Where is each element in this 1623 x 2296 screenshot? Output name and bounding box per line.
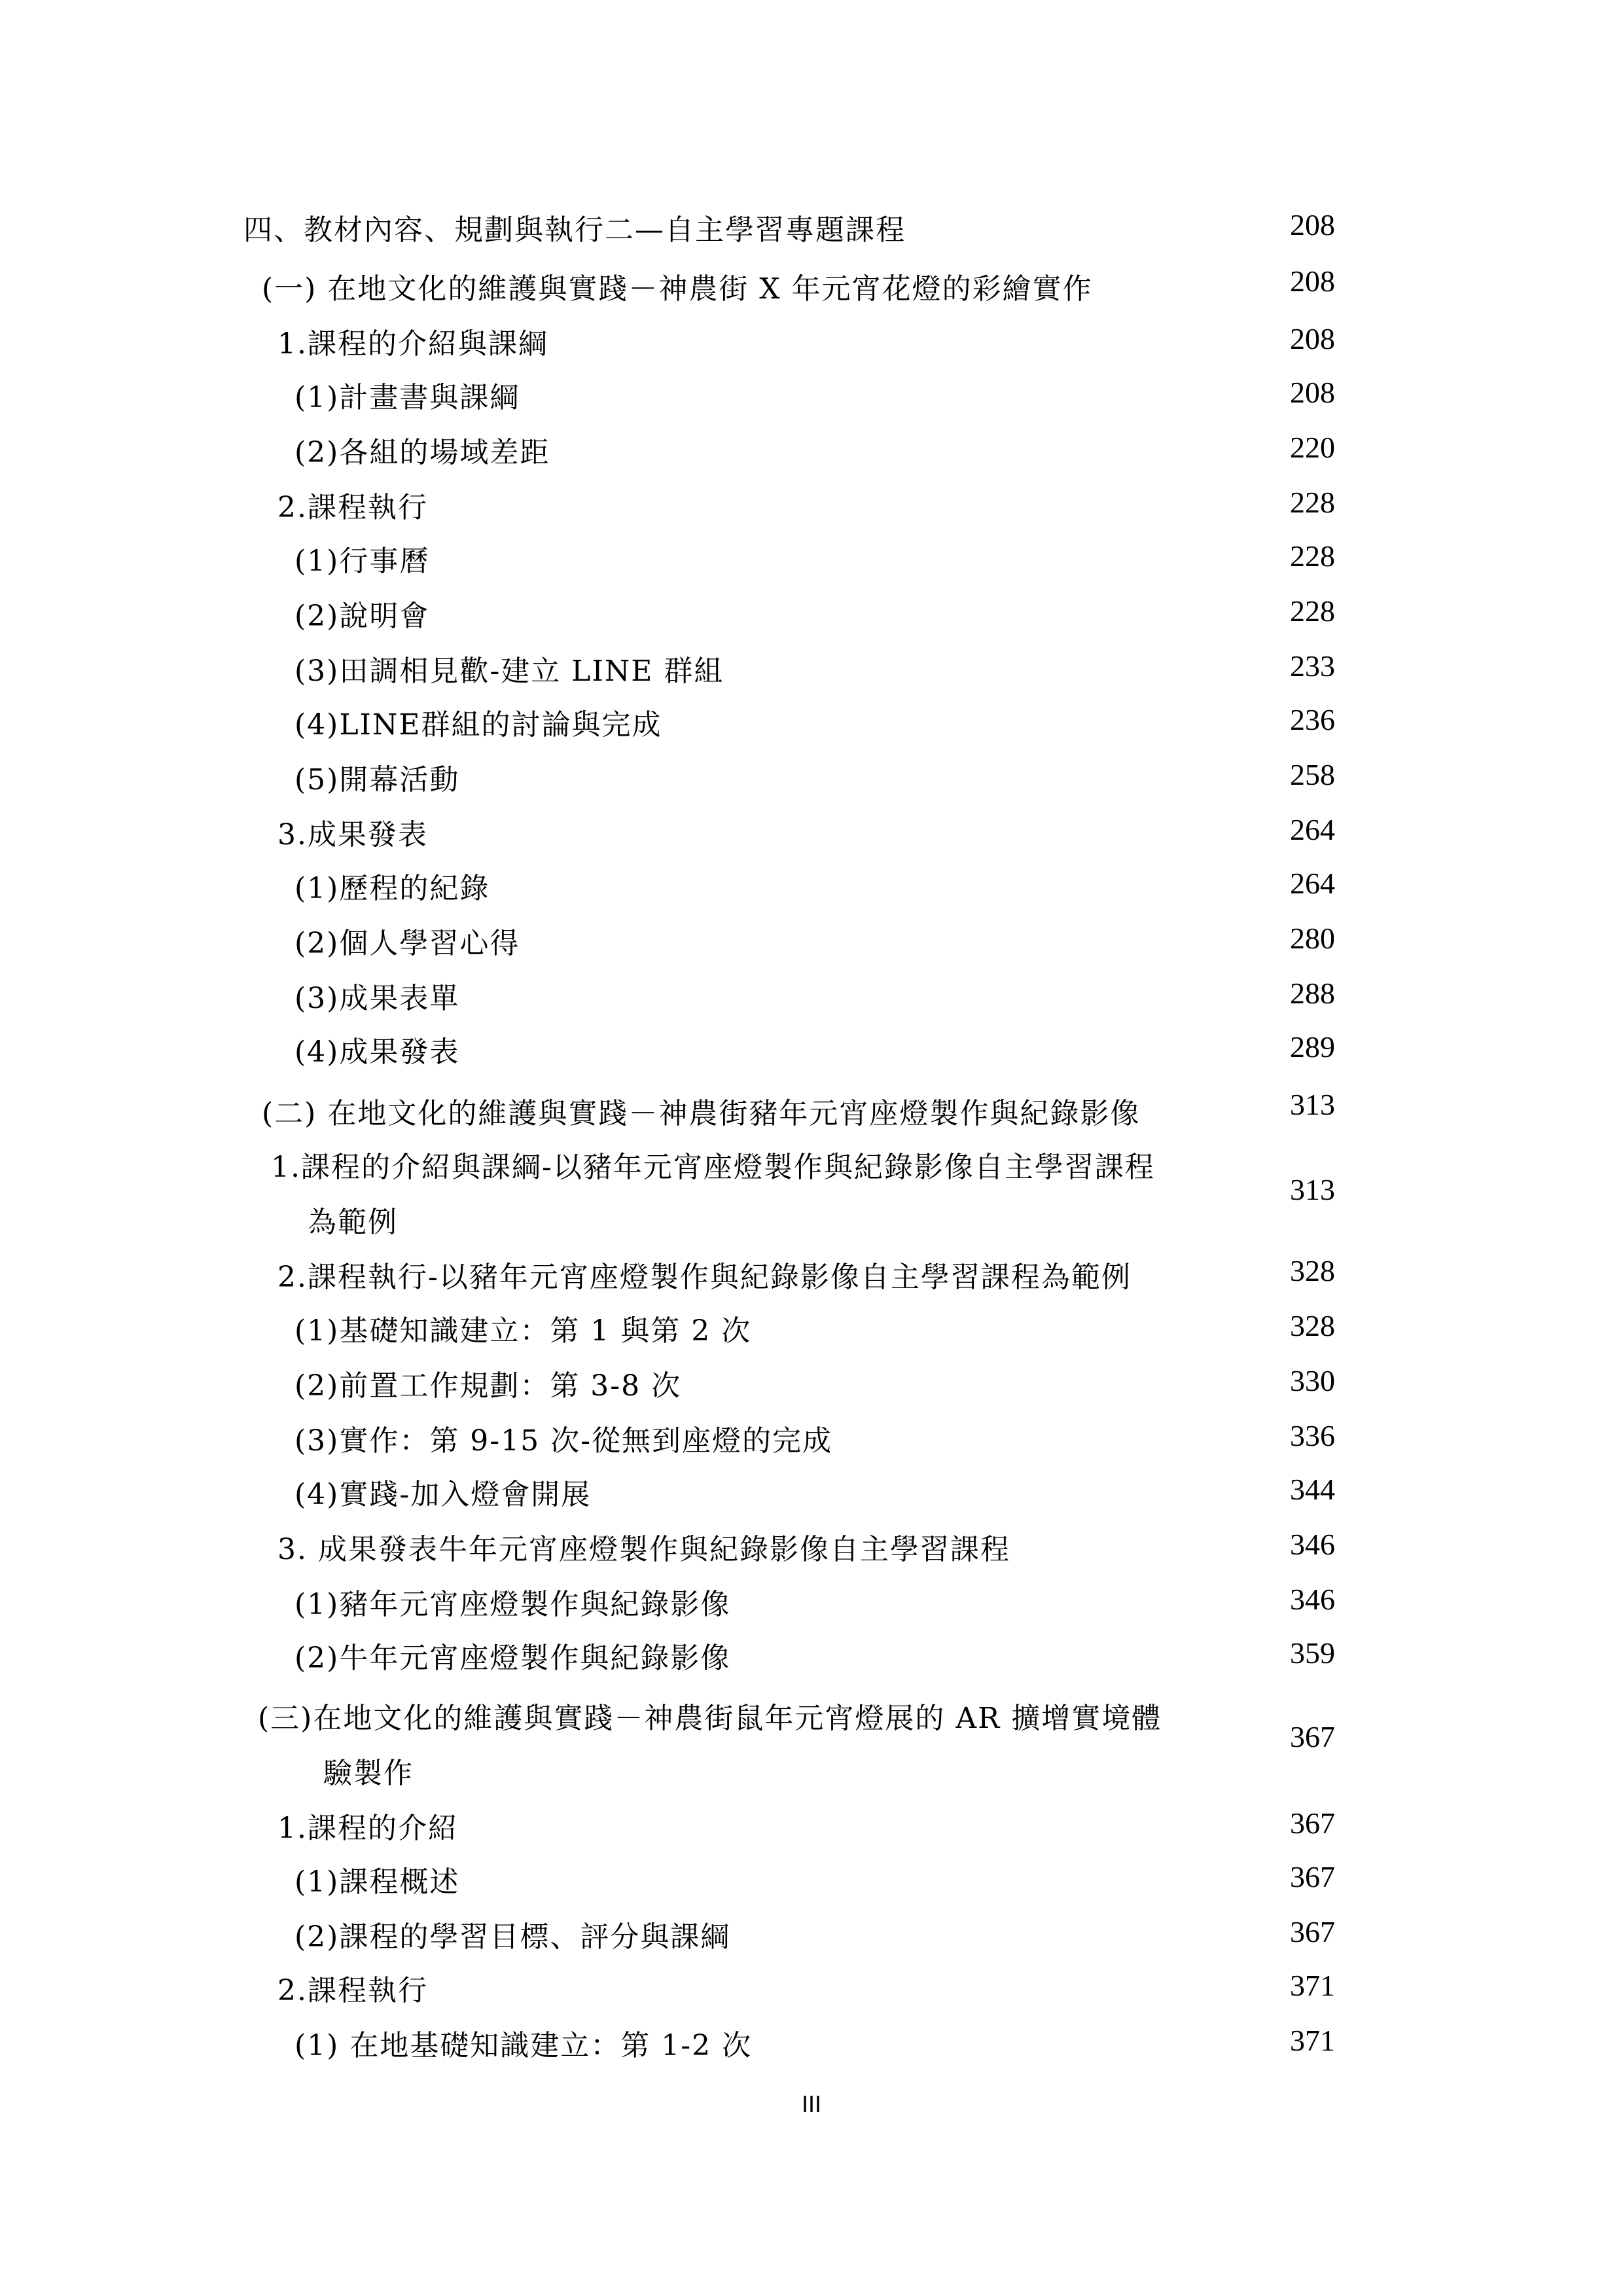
toc-entry-title: (5)開幕活動 bbox=[294, 763, 460, 797]
toc-entry-title: (2)課程的學習目標、評分與課綱 bbox=[294, 1920, 731, 1954]
toc-entry-page: 228 bbox=[1290, 486, 1335, 519]
toc-entry-title: (一) 在地文化的維護與實踐－神農街 X 年元宵花燈的彩繪實作 bbox=[262, 272, 1093, 306]
toc-entry-title: (3)田調相見歡-建立 LINE 群組 bbox=[294, 655, 724, 688]
toc-entry-page: 328 bbox=[1290, 1309, 1335, 1342]
toc-entry-title: 1.課程的介紹與課綱-以豬年元宵座燈製作與紀錄影像自主學習課程 bbox=[271, 1151, 1155, 1184]
toc-entry-page: 367 bbox=[1290, 1806, 1335, 1840]
toc-entry-title: (4)成果發表 bbox=[294, 1035, 460, 1069]
toc-entry-page: 336 bbox=[1290, 1419, 1335, 1452]
toc-entry-page: 346 bbox=[1290, 1583, 1335, 1616]
toc-entry-title: 1.課程的介紹 bbox=[277, 1812, 458, 1845]
toc-entry-page: 208 bbox=[1290, 208, 1335, 242]
toc-entry-page: 288 bbox=[1290, 977, 1335, 1010]
toc-entry-page: 367 bbox=[1290, 1720, 1335, 1753]
toc-entry-title: 四、教材內容、規劃與執行二—自主學習專題課程 bbox=[243, 213, 906, 247]
toc-entry-title-continuation: 驗製作 bbox=[323, 1757, 414, 1790]
toc-entry-title: (2)前置工作規劃：第 3-8 次 bbox=[294, 1369, 682, 1403]
toc-entry-title: (4)實踐-加入燈會開展 bbox=[294, 1478, 592, 1511]
toc-entry-page: 236 bbox=[1290, 703, 1335, 736]
toc-entry-title: (2)說明會 bbox=[294, 600, 430, 633]
toc-entry-title: 1.課程的介紹與課綱 bbox=[277, 327, 548, 361]
toc-entry-page: 264 bbox=[1290, 867, 1335, 900]
toc-entry-title: (1)豬年元宵座燈製作與紀錄影像 bbox=[294, 1588, 731, 1621]
toc-entry-title: 3. 成果發表牛年元宵座燈製作與紀錄影像自主學習課程 bbox=[277, 1533, 1010, 1566]
toc-entry-page: 359 bbox=[1290, 1636, 1335, 1670]
page-number: III bbox=[801, 2090, 821, 2117]
toc-entry-page: 313 bbox=[1290, 1173, 1335, 1206]
toc-entry-title: (1)基礎知識建立：第 1 與第 2 次 bbox=[294, 1314, 752, 1348]
toc-entry-title-continuation: 為範例 bbox=[308, 1206, 398, 1239]
toc-entry-page: 220 bbox=[1290, 431, 1335, 464]
toc-entry-title: 2.課程執行 bbox=[277, 1974, 428, 2007]
toc-entry-title: (1)計畫書與課綱 bbox=[294, 381, 520, 414]
toc-entry-title: (1) 在地基礎知識建立：第 1-2 次 bbox=[294, 2029, 753, 2062]
toc-entry-page: 313 bbox=[1290, 1088, 1335, 1121]
toc-entry-title: (1)歷程的紀錄 bbox=[294, 872, 490, 905]
toc-entry-page: 371 bbox=[1290, 1969, 1335, 2002]
toc-entry-page: 228 bbox=[1290, 539, 1335, 573]
toc-entry-title: 3.成果發表 bbox=[277, 818, 428, 852]
toc-entry-title: 2.課程執行-以豬年元宵座燈製作與紀錄影像自主學習課程為範例 bbox=[277, 1261, 1132, 1294]
toc-entry-page: 289 bbox=[1290, 1030, 1335, 1064]
toc-entry-page: 264 bbox=[1290, 813, 1335, 846]
toc-entry-title: (2)牛年元宵座燈製作與紀錄影像 bbox=[294, 1641, 731, 1675]
toc-entry-title: (4)LINE群組的討論與完成 bbox=[294, 708, 662, 742]
toc-entry-title: (1)行事曆 bbox=[294, 545, 430, 578]
toc-entry-page: 367 bbox=[1290, 1860, 1335, 1893]
toc-entry-title: (2)各組的場域差距 bbox=[294, 436, 550, 469]
toc-entry-page: 328 bbox=[1290, 1254, 1335, 1287]
toc-entry-title: (3)成果表單 bbox=[294, 982, 460, 1015]
toc-entry-page: 371 bbox=[1290, 2024, 1335, 2057]
toc-entry-title: (3)實作：第 9-15 次-從無到座燈的完成 bbox=[294, 1424, 833, 1458]
toc-entry-page: 208 bbox=[1290, 322, 1335, 355]
toc-entry-title: (1)課程概述 bbox=[294, 1865, 460, 1899]
toc-entry-page: 208 bbox=[1290, 376, 1335, 409]
toc-entry-page: 208 bbox=[1290, 264, 1335, 298]
toc-entry-title: (2)個人學習心得 bbox=[294, 927, 520, 960]
toc-entry-page: 228 bbox=[1290, 594, 1335, 628]
toc-entry-page: 344 bbox=[1290, 1473, 1335, 1506]
toc-entry-page: 233 bbox=[1290, 649, 1335, 683]
toc-entry-title: (二) 在地文化的維護與實踐－神農街豬年元宵座燈製作與紀錄影像 bbox=[262, 1097, 1141, 1130]
toc-entry-page: 367 bbox=[1290, 1915, 1335, 1948]
toc-entry-title: (三)在地文化的維護與實踐－神農街鼠年元宵燈展的 AR 擴增實境體 bbox=[258, 1702, 1162, 1735]
toc-entry-title: 2.課程執行 bbox=[277, 491, 428, 524]
toc-entry-page: 346 bbox=[1290, 1528, 1335, 1561]
toc-entry-page: 280 bbox=[1290, 922, 1335, 955]
toc-entry-page: 330 bbox=[1290, 1364, 1335, 1397]
toc-entry-page: 258 bbox=[1290, 758, 1335, 791]
